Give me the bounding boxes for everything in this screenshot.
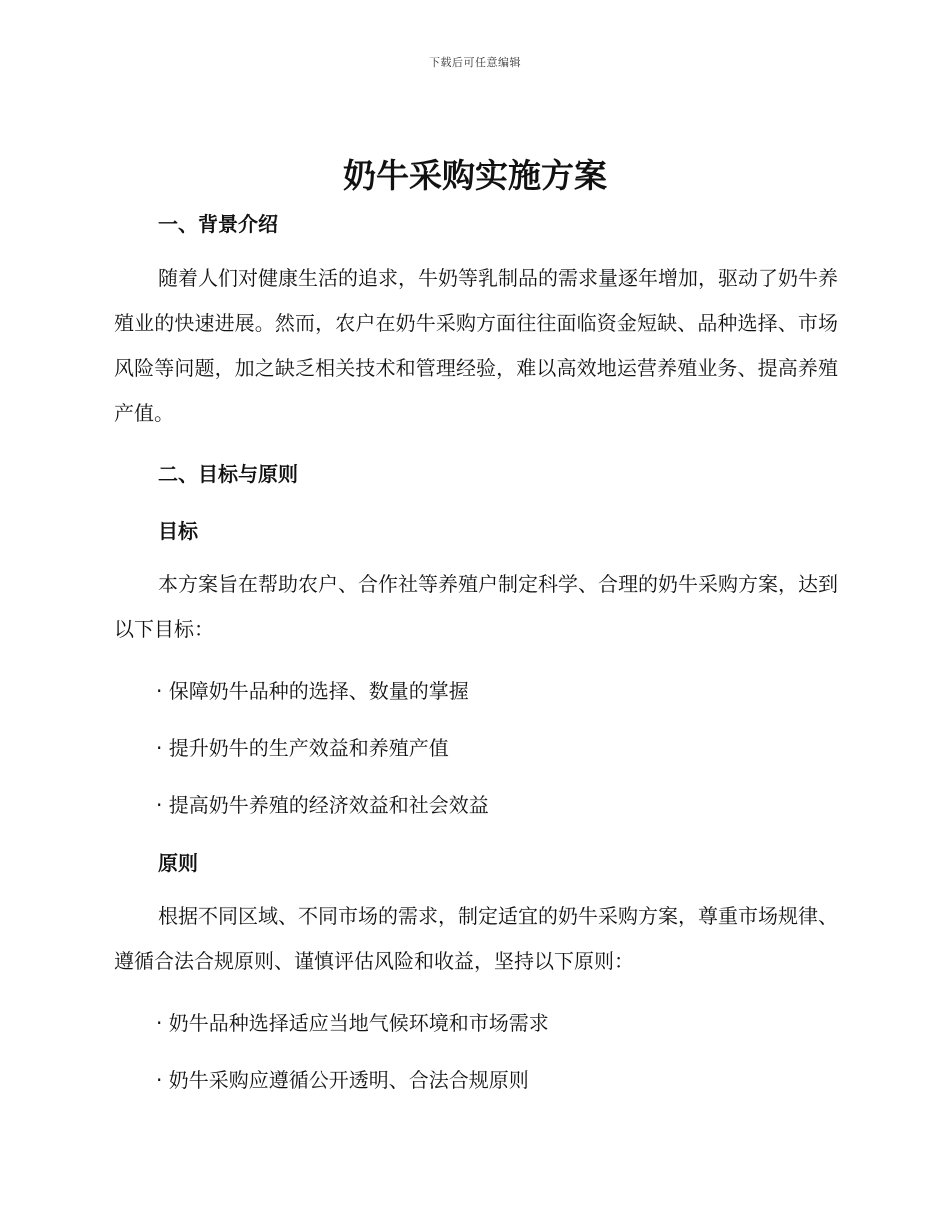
goal-list-item: · 保障奶牛品种的选择、数量的掌握: [156, 679, 469, 703]
section-heading-goals-principles: 二、目标与原则: [158, 462, 298, 486]
principle-list-item: · 奶牛品种选择适应当地气候环境和市场需求: [156, 1011, 549, 1035]
subheading-principles: 原则: [158, 851, 198, 875]
goal-list-item: · 提高奶牛养殖的经济效益和社会效益: [156, 793, 489, 817]
header-note: 下载后可任意编辑: [429, 56, 521, 69]
background-paragraph: 随着人们对健康生活的追求，牛奶等乳制品的需求量逐年增加，驱动了奶牛养殖业的快速进展。然而，农户在奶牛采购方面往往面临资金短缺、品种选择、市场风险等问题，加之缺乏相关技术和管理经验，难以高效地运营养殖业务、提高养殖产值。: [114, 266, 838, 425]
principles-paragraph: 根据不同区域、不同市场的需求，制定适宜的奶牛采购方案，尊重市场规律、遵循合法合规原则、谨慎评估风险和收益，坚持以下原则：: [114, 904, 838, 973]
section-heading-background: 一、背景介绍: [158, 212, 278, 236]
goals-paragraph: 本方案旨在帮助农户、合作社等养殖户制定科学、合理的奶牛采购方案，达到以下目标：: [114, 572, 838, 641]
document-title: 奶牛采购实施方案: [343, 156, 607, 195]
goal-list-item: · 提升奶牛的生产效益和养殖产值: [156, 736, 449, 760]
principle-list-item: · 奶牛采购应遵循公开透明、合法合规原则: [156, 1068, 529, 1092]
subheading-goals: 目标: [158, 519, 198, 543]
